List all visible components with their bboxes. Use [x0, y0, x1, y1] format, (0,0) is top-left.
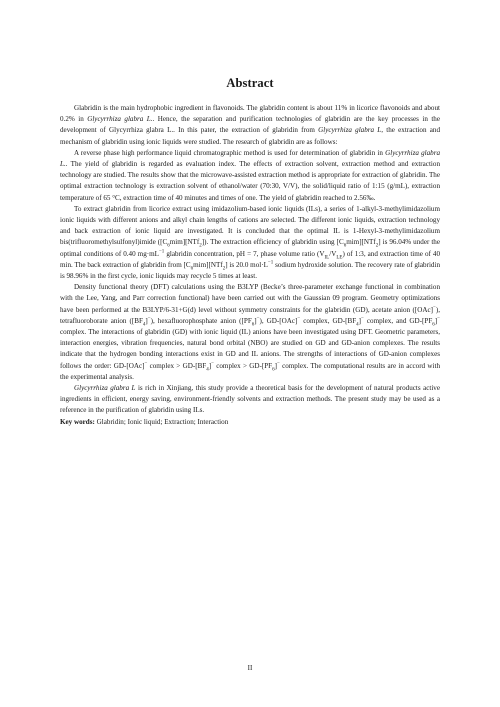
keywords-text: Glabridin; Ionic liquid; Extraction; Interaction [94, 417, 229, 426]
p4-text-i: complex, and GD-[PF [363, 316, 433, 325]
p4-text-j: ] [434, 316, 438, 325]
p1-species-2: Glycyrrhiza glabra L [318, 126, 382, 135]
p2-species: Glycyrrhiza glabra L. [60, 148, 440, 169]
p4-sub-3: 4 [356, 322, 359, 328]
p3-text-j: ] is 20.0 mol·L [225, 260, 268, 269]
p3-sub-3: 6 [343, 243, 347, 249]
p3-sub-6: LE [336, 255, 343, 261]
p4-sup-1: − [433, 305, 436, 311]
p3-sub-4: 2 [375, 243, 379, 249]
p1-text-b: .. Hence, the separation and purification technologies of glabridin are the key processes in the development of Glycyrrhiza glabra L.. In this pater, the extraction of glabridin from [60, 115, 440, 135]
p4-text-a: Density functional theory (DFT) calculations using the B3LYP (Becke’s three-parameter exchange functional in combination with the Lee, Yang, and Parr correction functional) have been carried out with the Gaussian 09 program. Geometry optimizations have been performed at the B3LYP/6-31+G(d) level without symmetry constraints for the glabridin (GD), acetate anion ([OAc] [60, 283, 440, 314]
paragraph-2 [60, 148, 440, 204]
p3-text-f: glabridin concentration, pH = 7, phase volume ratio (V [164, 249, 325, 258]
p4-text-p: complex. The computational results are in accord with the experimental analysis. [60, 361, 440, 381]
p3-sub-5: IL [324, 255, 330, 261]
p2-text-a: A reverse phase high performance liquid chromatographic method is used for determination of glabridin in [74, 148, 386, 157]
p4-sub-6: 6 [272, 367, 275, 373]
paragraph-5 [60, 383, 440, 417]
p3-text-e: ] is 96.04% under the optimal conditions of 0.40 mg·mL [60, 238, 440, 258]
paragraph-1 [60, 103, 440, 148]
p5-text-a: is rich in Xinjiang, this study provide a theoretical basis for the development of natural products active ingredients in efficient, energy saving, environment-friendly solvents and extraction methods. The present study may be used as a reference in the purification of glabridin using ILs. [60, 384, 440, 415]
p1-species-1: Glycyrrhiza glabra L [87, 115, 151, 124]
p4-text-f: ), GD-[OAc] [259, 316, 298, 325]
p4-sub-1: 4 [142, 322, 146, 328]
p4-sup-9: − [276, 361, 280, 367]
p3-text-c: ]). The extraction efficiency of glabridin using [C [201, 238, 344, 247]
p3-sup-2: −1 [267, 260, 274, 266]
p4-sup-6: − [437, 316, 440, 322]
p4-text-d: ), hexafluorophosphate anion ([PF [150, 316, 252, 325]
paragraph-3 [60, 204, 440, 282]
p3-text-g: /V [329, 249, 337, 258]
p4-sup-2: − [147, 316, 151, 322]
p3-text-i: mim][NTf [193, 260, 223, 269]
p4-text-o: ] [274, 361, 277, 370]
p5-species: Glycyrrhiza glabra L [74, 384, 136, 393]
p4-text-g: complex, GD-[BF [300, 316, 357, 325]
p4-text-e: ] [254, 316, 257, 325]
p4-text-b: ), tetrafluoroborate anion ([BF [60, 305, 440, 325]
p4-sup-4: − [297, 316, 301, 322]
p4-text-k: complex. The interactions of glabridin (GD) with ionic liquid (IL) anions have been investigated using DFT. Geometric parameters, interaction energies, vibration frequencies, natural bond orbital (NBO) are studied on GD and GD-anion complexes. The results indicate that the hydrogen bonding interactions exist in GD and IL anions. The strengths of interactions of GD-anion complexes follows the order: GD-[OAc] [60, 328, 440, 370]
p4-text-c: ] [145, 316, 148, 325]
p3-text-d: mim][NTf [346, 238, 376, 247]
p1-text-a: Glabridin is the main hydrophobic ingredient in flavonoids. The glabridin content is about 11% in licorice flavonoids and about 0.2% in [60, 104, 440, 124]
p4-text-m: ] [208, 361, 212, 370]
p4-sup-5: − [361, 316, 364, 322]
p3-text-b: mim][NTf [169, 238, 200, 247]
p4-sup-7: − [144, 361, 148, 367]
p3-text-h: ) of 1:3, and extraction time of 40 min. The back extraction of glabridin from [C [60, 249, 440, 269]
abstract-title: Abstract [226, 76, 274, 90]
p3-sub-8: 2 [222, 266, 226, 272]
p4-text-n: complex > GD-[PF [213, 361, 273, 370]
abstract-page [60, 76, 440, 428]
keywords-line [60, 417, 440, 428]
p4-sub-2: 6 [251, 322, 255, 328]
p4-sup-3: − [256, 316, 260, 322]
keywords-label: Key words: [60, 417, 95, 426]
p3-sub-2: 2 [199, 243, 202, 249]
p3-text-k: sodium hydroxide solution. The recovery rate of glabridin is 98.96% in the first cycle, ionic liquids may recycle 5 times at least. [60, 260, 440, 281]
paragraph-4 [60, 282, 440, 383]
p3-sup-1: −1 [158, 249, 165, 255]
p4-sub-5: 4 [206, 367, 209, 373]
p3-sub-1: 6 [167, 243, 170, 249]
p4-sub-4: 6 [432, 322, 435, 328]
p1-text-c: , the extraction and mechanism of glabridin using ionic liquids were studied. The research of glabridin are as follows: [60, 126, 440, 146]
p4-sup-8: − [211, 361, 214, 367]
p2-text-b: . The yield of glabridin is regarded as evaluation index. The effects of extraction solvent, extraction method and extraction technology are studied. The results show that the microwave-assisted extraction method is appropriate for extraction of glabridin. The optimal extraction technology is extraction solvent of ethanol/water (70:30, V/V), the solid/liquid ratio of 1:15 (g/mL), extraction temperature of 65 °C, extraction time of 40 minutes and times of one. The yield of glabridin reached to 2.56‰. [60, 160, 440, 202]
p4-text-l: complex > GD-[BF [147, 361, 207, 370]
p3-text-a: To extract glabridin from licorice extract using imidazolium-based ionic liquids (ILs), a series of 1-alkyl-3-methylimidazolium ionic liquids with different anions and alkyl chain lengths of cations are selected. The different ionic liquids, extraction technology and back extraction of ionic liquid are investigated. It is concluded that the optimal IL is 1-Hexyl-3-methylimidazolium bis(trifluoromethylsulfonyl)imide ([C [60, 204, 440, 247]
page-number: II [247, 664, 253, 672]
p4-text-h: ] [358, 316, 362, 325]
p3-sub-7: 6 [190, 266, 194, 272]
